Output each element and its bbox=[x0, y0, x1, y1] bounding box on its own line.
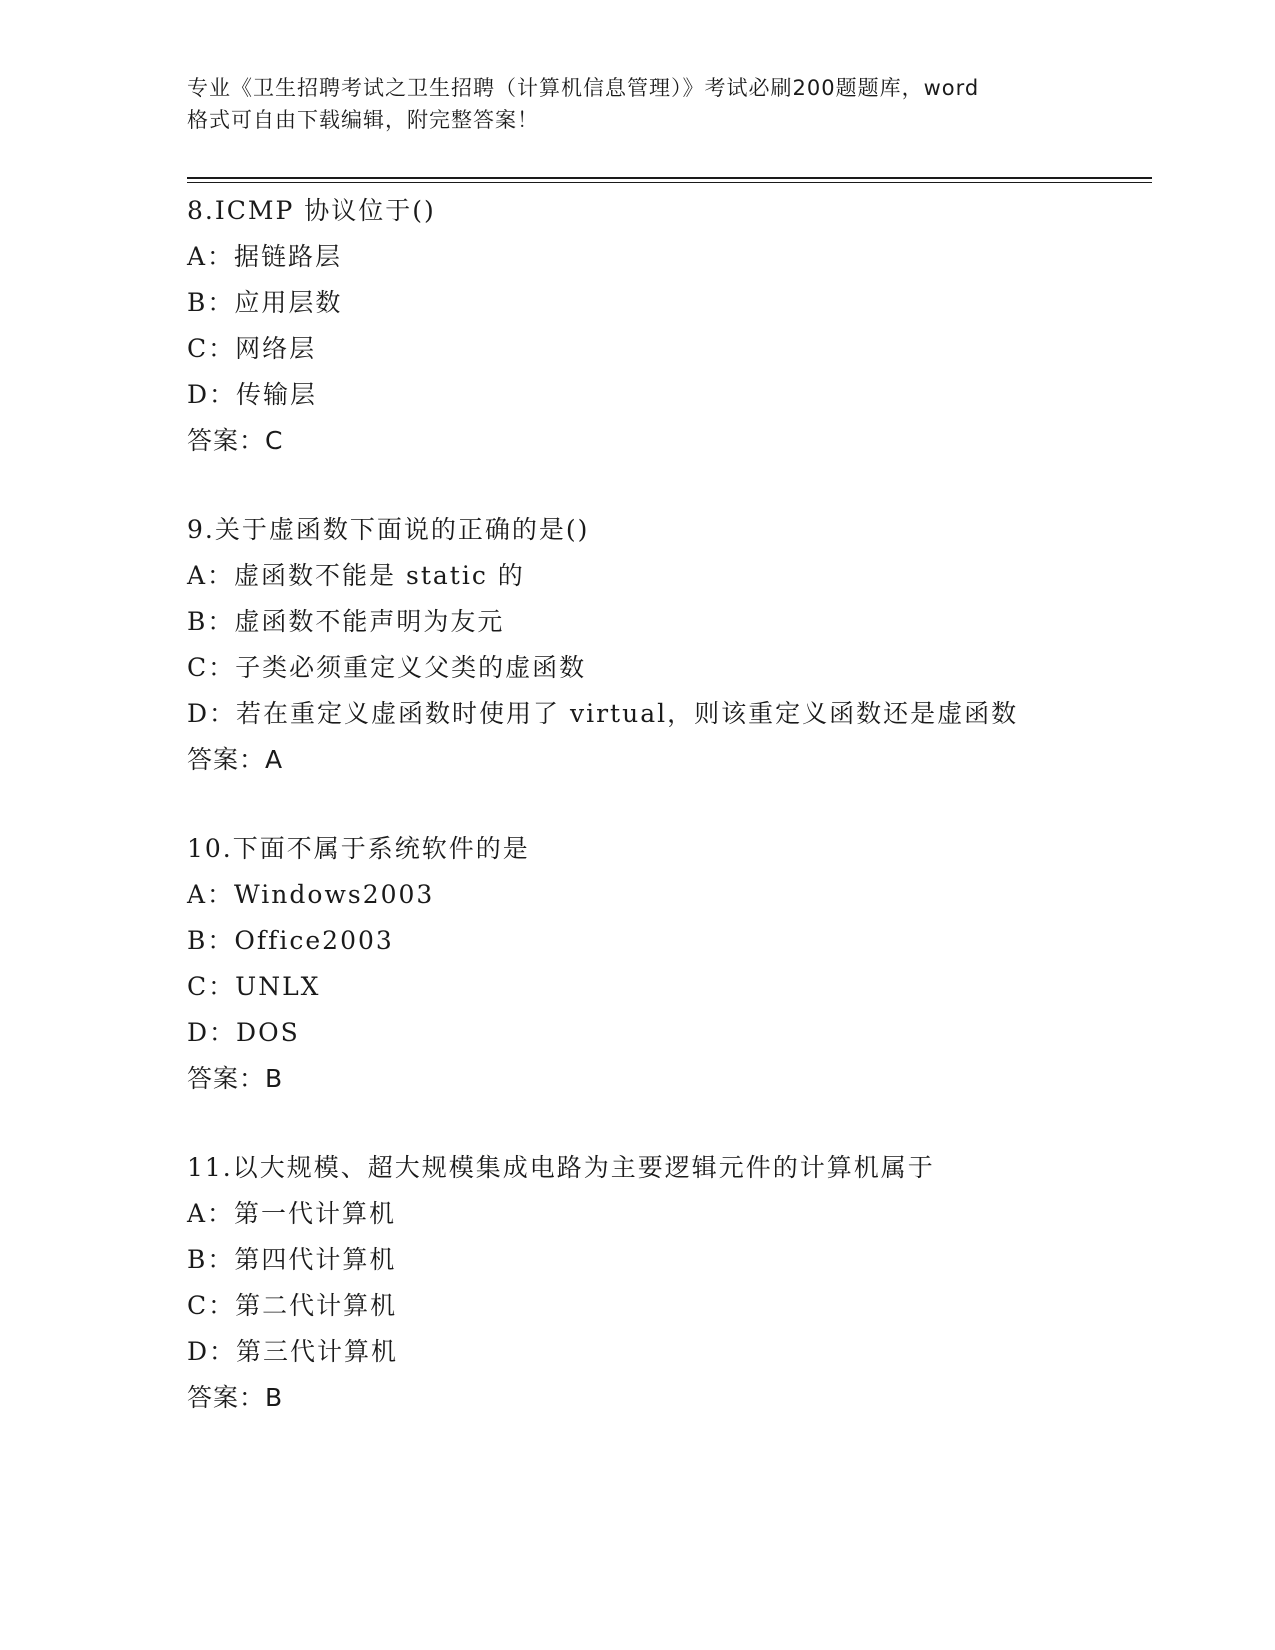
question-stem: 10.下面不属于系统软件的是 bbox=[187, 834, 530, 863]
question-10 bbox=[187, 826, 1152, 1145]
option-c: C：第二代计算机 bbox=[187, 1291, 398, 1320]
header-divider-thick bbox=[187, 177, 1152, 179]
option-a: A：据链路层 bbox=[187, 242, 343, 271]
option-a: A：Windows2003 bbox=[187, 880, 435, 909]
option-c: C：网络层 bbox=[187, 334, 317, 363]
answer-line: 答案：C bbox=[187, 426, 284, 455]
question-stem: 9.关于虚函数下面说的正确的是() bbox=[187, 515, 590, 544]
option-c: C：UNLX bbox=[187, 972, 321, 1001]
answer-line: 答案：A bbox=[187, 745, 284, 774]
option-d: D：传输层 bbox=[187, 380, 318, 409]
option-d: D：若在重定义虚函数时使用了 virtual，则该重定义函数还是虚函数 bbox=[187, 699, 1019, 728]
question-9 bbox=[187, 507, 1152, 826]
option-b: B：虚函数不能声明为友元 bbox=[187, 607, 505, 636]
option-a: A：第一代计算机 bbox=[187, 1199, 397, 1228]
option-b: B：第四代计算机 bbox=[187, 1245, 397, 1274]
question-11 bbox=[187, 1145, 1152, 1464]
question-8 bbox=[187, 188, 1152, 507]
answer-line: 答案：B bbox=[187, 1383, 284, 1412]
option-d: D：DOS bbox=[187, 1018, 300, 1047]
question-stem: 8.ICMP 协议位于() bbox=[187, 196, 436, 225]
option-b: B：Office2003 bbox=[187, 926, 394, 955]
document-header bbox=[187, 72, 1087, 136]
question-stem: 11.以大规模、超大规模集成电路为主要逻辑元件的计算机属于 bbox=[187, 1153, 935, 1182]
option-d: D：第三代计算机 bbox=[187, 1337, 399, 1366]
option-c: C：子类必须重定义父类的虚函数 bbox=[187, 653, 587, 682]
option-a: A：虚函数不能是 static 的 bbox=[187, 561, 525, 590]
header-divider-thin bbox=[187, 182, 1152, 183]
header-line-1: 专业《卫生招聘考试之卫生招聘（计算机信息管理）》考试必刷200题题库，word bbox=[187, 76, 980, 100]
answer-line: 答案：B bbox=[187, 1064, 284, 1093]
header-line-2: 格式可自由下载编辑，附完整答案！ bbox=[187, 108, 539, 132]
option-b: B：应用层数 bbox=[187, 288, 343, 317]
question-list bbox=[187, 188, 1152, 1464]
